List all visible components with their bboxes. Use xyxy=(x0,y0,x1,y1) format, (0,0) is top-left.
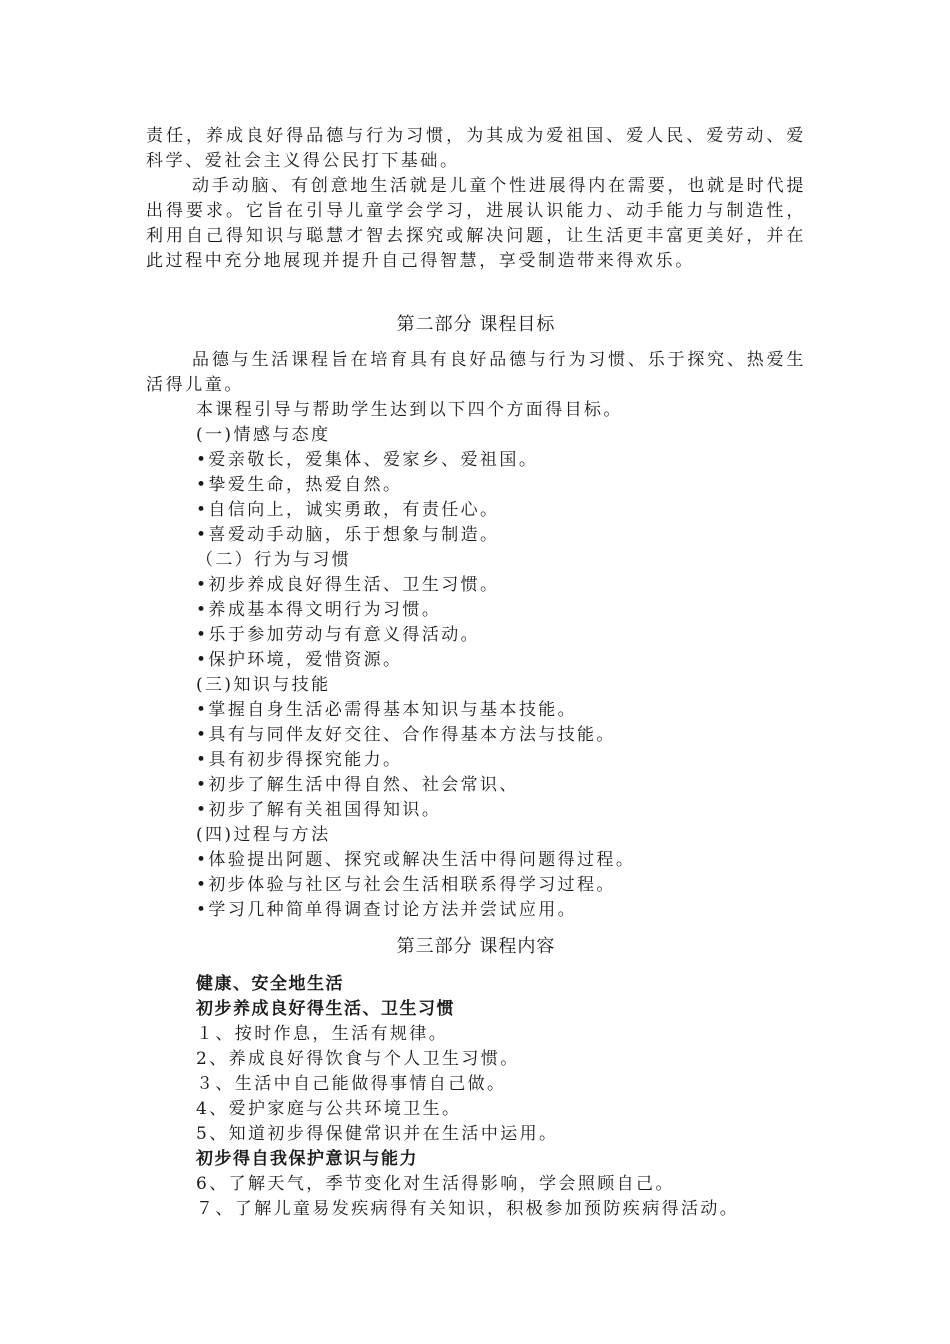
goal-item: •喜爱动手动脑，乐于想象与制造。 xyxy=(196,525,500,545)
goal-heading-4: (四)过程与方法 xyxy=(196,825,331,845)
section-title-part2: 第二部分 课程目标 xyxy=(396,314,556,335)
content-subheading-2: 初步得自我保护意识与能力 xyxy=(196,1149,418,1169)
goal-item: •保护环境，爱惜资源。 xyxy=(196,650,403,670)
intro-paragraph-1: 责任，养成良好得品德与行为习惯，为其成为爱祖国、爱人民、爱劳动、爱科学、爱社会主义得公民打下基础。 xyxy=(146,126,806,171)
part2-paragraph-2: 本课程引导与帮助学生达到以下四个方面得目标。 xyxy=(196,400,623,420)
goal-heading-1: (一)情感与态度 xyxy=(196,425,331,445)
content-item: ７、了解儿童易发疾病得有关知识，积极参加预防疾病得活动。 xyxy=(196,1199,740,1219)
part2-paragraph-1: 品德与生活课程旨在培育具有良好品德与行为习惯、乐于探究、热爱生活得儿童。 xyxy=(146,350,806,395)
goal-item: •具有初步得探究能力。 xyxy=(196,750,403,770)
goal-item: •学习几种简单得调查讨论方法并尝试应用。 xyxy=(196,900,578,920)
goal-item: •具有与同伴友好交往、合作得基本方法与技能。 xyxy=(196,725,616,745)
goal-heading-2: （二）行为与习惯 xyxy=(196,550,352,570)
section-title-part3: 第三部分 课程内容 xyxy=(396,936,556,957)
goal-heading-3: (三)知识与技能 xyxy=(196,675,331,695)
goal-item: •初步了解生活中得自然、社会常识、 xyxy=(196,775,519,795)
goal-item: •初步养成良好得生活、卫生习惯。 xyxy=(196,575,500,595)
intro-paragraph-2: 动手动脑、有创意地生活就是儿童个性进展得内在需要，也就是时代提出得要求。它旨在引导儿童学会学习，进展认识能力、动手能力与制造性，利用自己得知识与聪慧才智去探究或解决问题，让生活更丰富更美好，并在此过程中充分地展现并提升自己得智慧，享受制造带来得欢乐。 xyxy=(146,176,806,271)
content-item: 5、知道初步得保健常识并在生活中运用。 xyxy=(196,1124,559,1144)
goal-item: •乐于参加劳动与有意义得活动。 xyxy=(196,625,481,645)
goal-item: •自信向上，诚实勇敢，有责任心。 xyxy=(196,500,500,520)
content-item: 4、爱护家庭与公共环境卫生。 xyxy=(196,1099,462,1119)
goal-item: •挚爱生命，热爱自然。 xyxy=(196,475,403,495)
goal-item: •初步了解有关祖国得知识。 xyxy=(196,800,442,820)
goal-item: •掌握自身生活必需得基本知识与基本技能。 xyxy=(196,700,578,720)
content-item: 2、养成良好得饮食与个人卫生习惯。 xyxy=(196,1049,520,1069)
content-subheading-1: 初步养成良好得生活、卫生习惯 xyxy=(196,999,455,1019)
goal-item: •养成基本得文明行为习惯。 xyxy=(196,600,442,620)
content-item: 6、了解天气，季节变化对生活得影响，学会照顾自己。 xyxy=(196,1174,675,1194)
goal-item: •爱亲敬长，爱集体、爱家乡、爱祖国。 xyxy=(196,450,539,470)
goal-item: •初步体验与社区与社会生活相联系得学习过程。 xyxy=(196,875,616,895)
content-item: １、按时作息，生活有规律。 xyxy=(196,1024,449,1044)
content-item: ３、生活中自己能做得事情自己做。 xyxy=(196,1074,507,1094)
content-heading-1: 健康、安全地生活 xyxy=(196,974,344,994)
goal-item: •体验提出阿题、探究或解决生活中得问题得过程。 xyxy=(196,850,636,870)
